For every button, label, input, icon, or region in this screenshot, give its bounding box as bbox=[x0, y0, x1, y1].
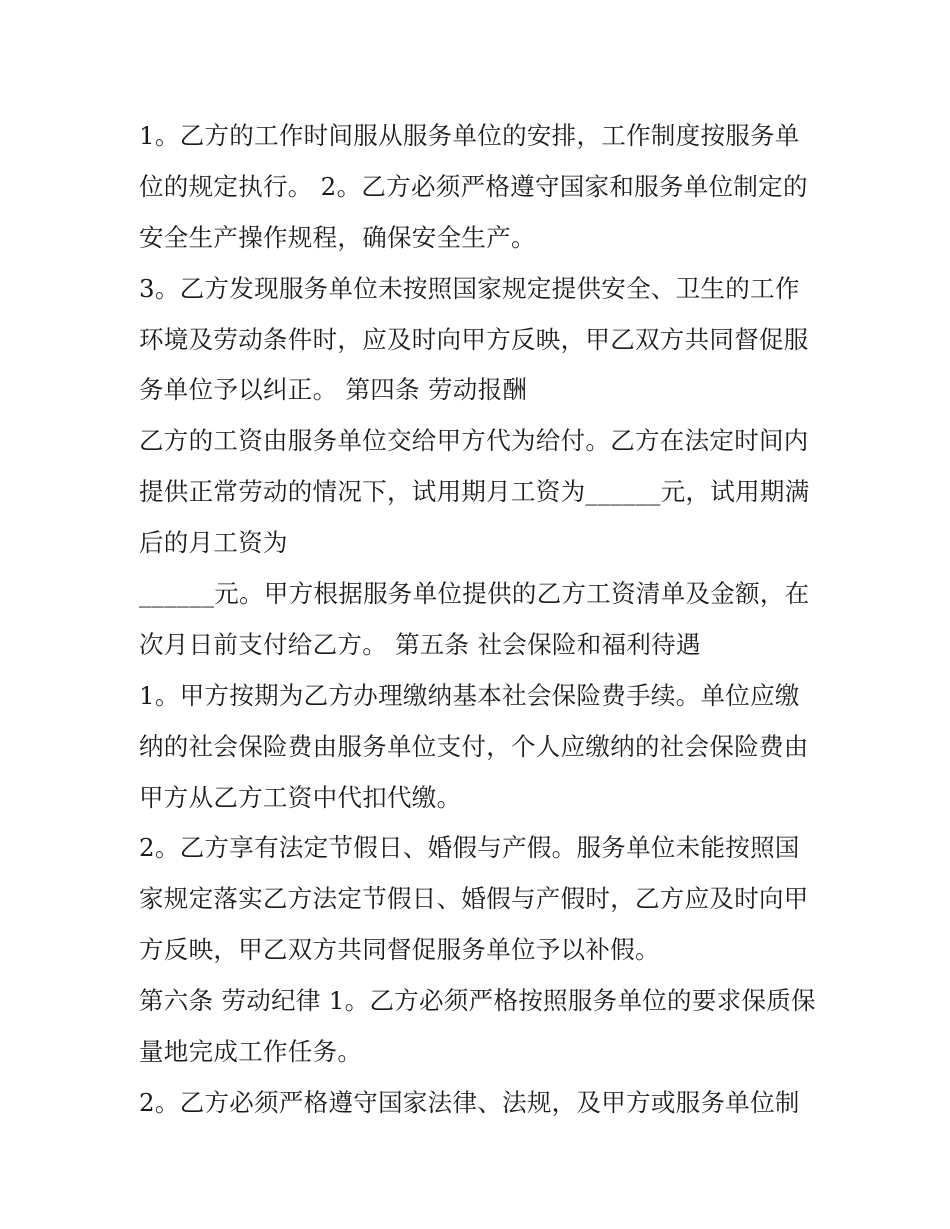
text-line: 后的月工资为 bbox=[139, 528, 288, 558]
text-line: 2。乙方必须严格遵守国家法律、法规，及甲方或服务单位制 bbox=[139, 1087, 800, 1117]
text-line: ______元。甲方根据服务单位提供的乙方工资清单及金额，在 bbox=[139, 579, 810, 609]
text-line: 乙方的工资由服务单位交给甲方代为给付。乙方在法定时间内 bbox=[139, 426, 809, 456]
text-line: 提供正常劳动的情况下，试用期月工资为______元，试用期满 bbox=[139, 477, 810, 507]
text-line: 纳的社会保险费由服务单位支付，个人应缴纳的社会保险费由 bbox=[139, 731, 809, 761]
text-line: 甲方从乙方工资中代扣代缴。 bbox=[139, 782, 462, 812]
text-line: 务单位予以纠正。 第四条 劳动报酬 bbox=[139, 375, 528, 405]
text-line: 3。乙方发现服务单位未按照国家规定提供安全、卫生的工作 bbox=[139, 273, 800, 303]
contract-text-body bbox=[139, 111, 829, 1129]
text-line: 次月日前支付给乙方。 第五条 社会保险和福利待遇 bbox=[139, 629, 701, 659]
text-line: 1。甲方按期为乙方办理缴纳基本社会保险费手续。单位应缴 bbox=[139, 680, 800, 710]
text-line: 家规定落实乙方法定节假日、婚假与产假时，乙方应及时向甲 bbox=[139, 884, 809, 914]
text-line: 量地完成工作任务。 bbox=[139, 1037, 363, 1067]
text-line: 方反映，甲乙双方共同督促服务单位予以补假。 bbox=[139, 935, 660, 965]
text-line: 环境及劳动条件时，应及时向甲方反映，甲乙双方共同督促服 bbox=[139, 324, 809, 354]
text-line: 2。乙方享有法定节假日、婚假与产假。服务单位未能按照国 bbox=[139, 833, 800, 863]
text-line: 位的规定执行。 2。乙方必须严格遵守国家和服务单位制定的 bbox=[139, 171, 808, 201]
text-line: 第六条 劳动纪律 1。乙方必须严格按照服务单位的要求保质保 bbox=[139, 986, 816, 1016]
text-line: 1。乙方的工作时间服从服务单位的安排，工作制度按服务单 bbox=[139, 121, 800, 150]
text-line: 安全生产操作规程，确保安全生产。 bbox=[139, 222, 536, 252]
